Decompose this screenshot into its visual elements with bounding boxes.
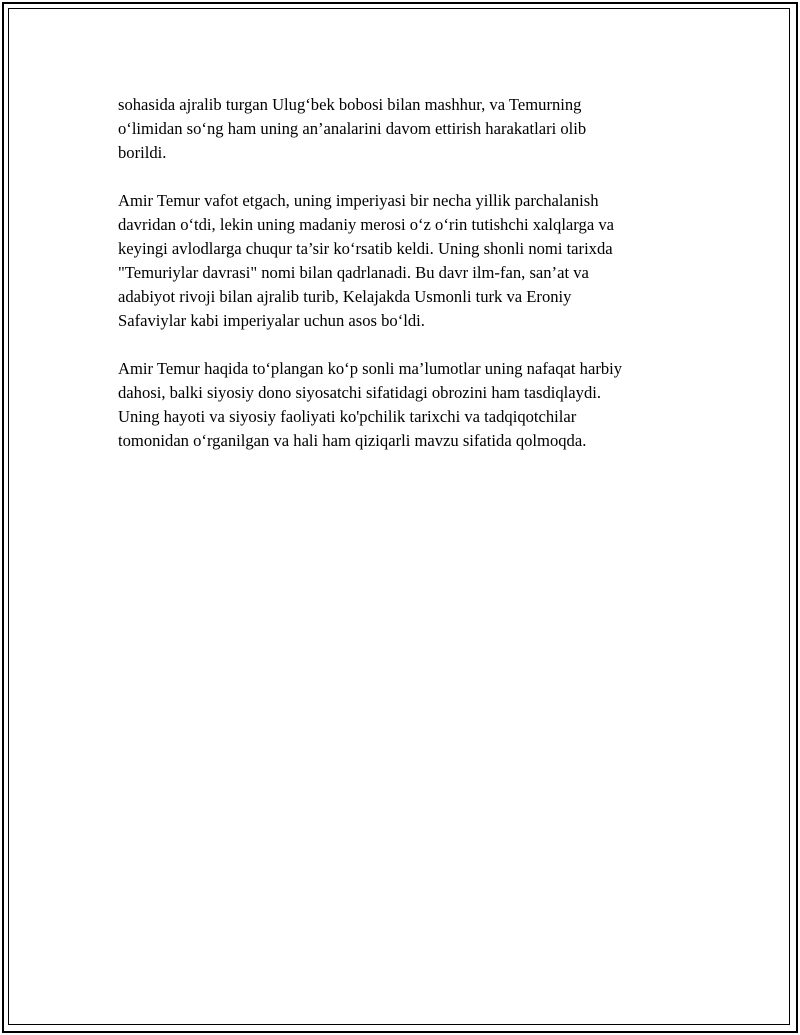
paragraph-2: Amir Temur vafot etgach, uning imperiyasi bir necha yillik parchalanish davridan o‘tdi, lekin uning madaniy merosi o‘z o‘rin tutishchi xalqlarga va keyingi avlodlarga chuqur ta’sir ko‘rsatib keldi. Uning shonli nomi tarixda "Temuriylar davrasi" nomi bilan qadrlanadi. Bu davr ilm-fan, san’at va adabiyot rivoji bilan ajralib turib, Kelajakda Usmonli turk va Eroniy Safaviylar kabi imperiyalar uchun asos bo‘ldi. xyxy=(118,191,614,330)
paragraph-3: Amir Temur haqida to‘plangan ko‘p sonli ma’lumotlar uning nafaqat harbiy dahosi, balki siyosiy dono siyosatchi sifatidagi obrozini ham tasdiqlaydi. Uning hayoti va siyosiy faoliyati ko'pchilik tarixchi va tadqiqotchilar tomonidan o‘rganilgan va hali ham qiziqarli mavzu sifatida qolmoqda. xyxy=(118,359,623,450)
document-body xyxy=(118,93,688,477)
paragraph-1: sohasida ajralib turgan Ulug‘bek bobosi bilan mashhur, va Temurning o‘limidan so‘ng ham uning an’analarini davom ettirish harakatlari olib borildi. xyxy=(118,95,587,162)
